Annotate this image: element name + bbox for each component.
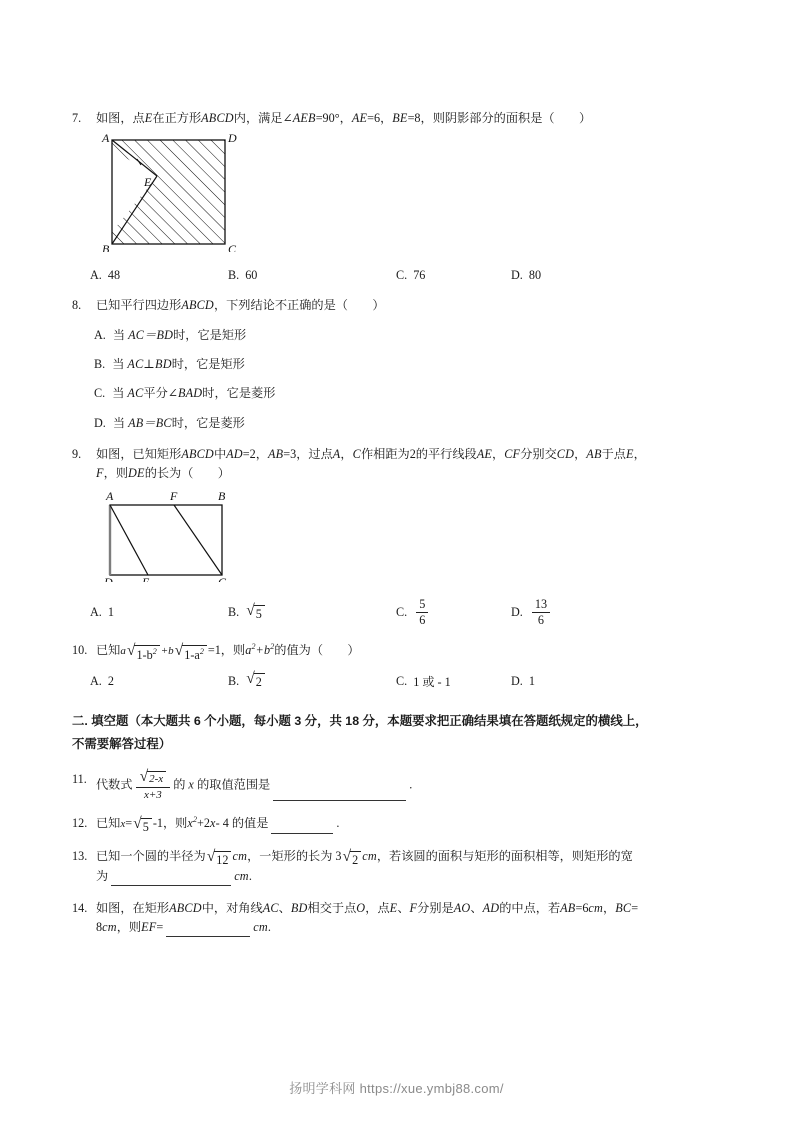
q14-t4: 相交于点	[307, 900, 357, 915]
label-b: B	[218, 488, 226, 503]
q14-t5: ，点	[365, 900, 390, 915]
q10-expr-b: +b	[255, 642, 271, 657]
q14-t2: 中，对角线	[201, 900, 263, 915]
q14-v-bc: BC	[615, 900, 632, 915]
q10-mid: +b	[160, 644, 174, 657]
question-14-stem	[96, 899, 722, 937]
q7-text-2: 在正方形	[152, 111, 202, 125]
q8-text-1: 已知平行四边形	[96, 297, 182, 312]
q8-text-2: ，下列结论不正确的是（ ）	[213, 297, 385, 312]
question-11-number: 11.	[72, 771, 87, 786]
q12-t3: +2	[197, 815, 210, 830]
q9-t1: 如图，已知矩形	[96, 447, 182, 461]
q7-text-1: 如图，点	[96, 111, 145, 125]
label-e: E	[144, 174, 152, 189]
question-9	[72, 445, 722, 483]
q14-t10: =6	[575, 900, 589, 915]
q14-unit-2: cm	[102, 919, 117, 934]
q14-period: .	[267, 919, 271, 934]
sqrt-1-minus-a2: √ $1-a^2$	[175, 645, 207, 662]
square-abcd-shaded-diagram	[88, 132, 288, 252]
q14-t13: 8	[96, 919, 103, 934]
question-7-options	[72, 268, 722, 283]
label-c: C	[218, 574, 227, 582]
q7-text-3: 内，满足∠	[233, 111, 293, 125]
question-13	[72, 847, 722, 886]
q14-v-abcd: ABCD	[169, 900, 202, 915]
sqrt-1-minus-b2: √ $1-b^2$	[127, 645, 160, 662]
q7-text-5: =6，	[367, 111, 393, 125]
q8-option-a[interactable]: A. 当 AC＝BD时，它是矩形	[94, 327, 247, 342]
q10-eq: =1，则	[207, 642, 246, 657]
q7-option-b[interactable]: B. 60	[228, 267, 258, 282]
q14-t8: 、	[470, 900, 483, 915]
label-f: F	[170, 488, 178, 503]
question-7-figure	[72, 132, 722, 257]
q13-t3: ，若该圆的面积与矩形的面积相等，则矩形的宽	[376, 848, 633, 863]
q8-option-c[interactable]: C. 当 AC平分∠BAD时，它是菱形	[94, 386, 276, 401]
section-2-line-1: 二. 填空题（本大题共 6 个小题，每小题 3 分，共 18 分，本题要求把正确结果填在答题纸规定的横线上，	[72, 713, 648, 728]
section-2-line-2: 不需要解答过程）	[72, 737, 172, 752]
question-8	[72, 296, 722, 315]
q9-t2: 中	[213, 447, 227, 461]
q9-t6: 作相距为2的平行线段	[360, 447, 477, 461]
q8-option-b[interactable]: B. 当 AC⊥BD时，它是矩形	[94, 357, 245, 372]
q14-t9: 的中点，若	[499, 900, 561, 915]
q13-period: .	[248, 868, 252, 883]
q9-v-cd: CD	[556, 447, 575, 461]
q14-t11: ，	[603, 900, 616, 915]
sqrt-12: √ 12	[207, 851, 232, 867]
q9-t3: =2，	[242, 447, 268, 461]
q14-t1: 如图，在矩形	[96, 900, 170, 915]
shaded-region	[112, 140, 225, 244]
q13-unit-2: cm	[362, 848, 377, 863]
q8-var-abcd: ABCD	[181, 297, 214, 312]
q14-unit-1: cm	[588, 900, 604, 915]
question-7-number: 7.	[72, 111, 82, 125]
question-10-stem: 已知a √ $1-b^2$ +b √ $1-a^2$ =1，则$a^2+b^2$的值为（ ）	[96, 641, 360, 662]
q9-option-a[interactable]: A. 1	[90, 605, 114, 620]
q14-v-o: O	[356, 900, 366, 915]
label-a: A	[102, 131, 110, 145]
q9-v-c: C	[352, 447, 361, 461]
watermark: 扬明学科网 https://xue.ymbj88.com/	[289, 1081, 504, 1096]
question-14	[72, 899, 722, 937]
q9-option-b[interactable]: B. √ 5	[228, 598, 396, 628]
question-10	[72, 641, 722, 662]
question-13-number: 13.	[72, 848, 88, 863]
question-14-number: 14.	[72, 900, 88, 915]
q7-text-4: =90°，	[315, 111, 352, 125]
question-10-options	[72, 670, 722, 690]
segment-ae	[110, 505, 148, 575]
q14-v-bd: BD	[290, 900, 308, 915]
q9-v-de: DE	[128, 465, 145, 480]
q9-t10: 于点	[601, 447, 626, 461]
q14-v-ac: AC	[262, 900, 279, 915]
q11-answer-blank[interactable]	[273, 788, 406, 801]
q10-coef-a: a	[120, 644, 126, 657]
q12-var-x3: x	[209, 815, 216, 830]
q11-t2: 的	[173, 777, 186, 792]
question-12	[72, 814, 722, 834]
q9-v-abcd: ABCD	[181, 447, 214, 461]
sqrt-2: √ 2	[246, 673, 265, 689]
q10-expr-a: a	[245, 642, 252, 657]
q7-var-aeb: AEB	[292, 111, 316, 125]
question-9-number: 9.	[72, 447, 82, 461]
q13-t4: 为	[96, 868, 109, 883]
q12-t1: 已知	[96, 815, 121, 830]
label-d: D	[228, 131, 237, 145]
q12-var-x: x	[120, 817, 126, 830]
q14-t14: ，则	[116, 919, 142, 934]
q11-t1: 代数式	[96, 777, 133, 792]
q10-option-b[interactable]: B. √ 2	[228, 673, 396, 690]
q14-v-f: F	[409, 900, 418, 915]
q14-answer-blank[interactable]	[166, 924, 250, 937]
q14-t7: 分别是	[417, 900, 454, 915]
q12-t4: - 4 的值是	[215, 815, 269, 830]
fraction-5-6: $\frac{5}{6}$	[416, 598, 428, 628]
segment-fc	[174, 505, 222, 575]
q9-v-ad: AD	[226, 447, 243, 461]
q9-t13: 的长为（ ）	[144, 465, 230, 480]
q14-unit-3: cm	[253, 919, 268, 934]
q9-v-f: F	[96, 465, 104, 480]
question-10-number: 10.	[72, 642, 88, 657]
label-b: B	[102, 241, 110, 252]
sqrt-5: √ 5	[133, 818, 152, 834]
q14-t12: =	[631, 900, 639, 915]
q10-option-d[interactable]: D. 1	[511, 673, 535, 688]
q7-var-abcd: ABCD	[201, 111, 234, 125]
q13-unit-1: cm	[232, 848, 248, 863]
question-12-number: 12.	[72, 815, 88, 830]
q8-option-d[interactable]: D. 当 AB＝BC时，它是菱形	[94, 415, 245, 430]
q12-answer-blank[interactable]	[271, 821, 333, 834]
q10-option-a[interactable]: A. 2	[90, 673, 114, 688]
q9-t4: =3，过点	[283, 447, 333, 461]
q12-eq: =	[125, 815, 133, 830]
q10-t2: 的值为（ ）	[274, 642, 360, 657]
sqrt-2-minus-x: √ 2-x	[140, 771, 167, 786]
q14-v-ad: AD	[482, 900, 500, 915]
q13-t1: 已知一个圆的半径为	[96, 848, 206, 863]
rectangle-outline	[110, 505, 222, 575]
q13-answer-blank[interactable]	[111, 873, 231, 886]
q7-option-d[interactable]: D. 80	[511, 267, 542, 282]
question-13-stem	[96, 847, 722, 886]
q9-t8: 分别交	[520, 447, 557, 461]
q9-t12: ，则	[103, 465, 129, 480]
q9-t5: ，	[340, 447, 353, 461]
page-content	[72, 96, 722, 937]
q10-option-c[interactable]: C. 1 或 - 1	[396, 673, 451, 689]
q7-var-e: E	[144, 111, 153, 125]
q12-var-x2: x	[187, 815, 193, 830]
q11-var-x: x	[188, 777, 195, 792]
section-2-heading	[72, 710, 722, 757]
label-d: D	[104, 574, 113, 582]
q12-period: .	[336, 815, 340, 830]
q14-v-ef: EF	[141, 919, 157, 934]
q9-t7: ，	[492, 447, 505, 461]
q14-t3: 、	[278, 900, 291, 915]
q11-t3: 的取值范围是	[197, 777, 271, 792]
q9-option-d[interactable]: D. $\frac{13}{6}$	[511, 598, 553, 628]
q10-t1: 已知	[96, 642, 121, 657]
q14-t15: =	[156, 919, 164, 934]
q7-option-c[interactable]: C. 76	[396, 267, 426, 282]
fraction-sqrt2x-over-x3: √ 2-x x+3	[136, 770, 171, 801]
q9-v-cf: CF	[504, 447, 521, 461]
question-9-stem	[96, 445, 722, 483]
q14-v-ao: AO	[453, 900, 471, 915]
q7-text-6: =8，则阴影部分的面积是（ ）	[407, 111, 592, 125]
q14-v-e: E	[389, 900, 398, 915]
q9-v-ab2: AB	[586, 447, 602, 461]
label-e: E	[142, 574, 150, 582]
question-7	[72, 109, 722, 128]
sqrt-2: √ 2	[343, 851, 362, 867]
q9-t9: ，	[574, 447, 587, 461]
question-11-stem	[96, 767, 722, 801]
question-11	[72, 767, 722, 801]
q13-unit-3: cm	[234, 868, 249, 883]
q7-var-ae: AE	[351, 111, 368, 125]
rectangle-abcd-ae-cf-diagram	[88, 487, 288, 582]
question-7-stem	[96, 109, 722, 128]
fraction-13-6: $\frac{13}{6}$	[532, 598, 550, 628]
q14-v-ab: AB	[560, 900, 576, 915]
q9-v-a: A	[332, 447, 341, 461]
question-9-options	[72, 598, 722, 628]
q9-v-ae: AE	[476, 447, 493, 461]
question-8-number: 8.	[72, 297, 82, 312]
q7-option-a[interactable]: A. 48	[90, 267, 121, 282]
q12-t2: -1，则	[152, 815, 188, 830]
question-9-figure	[72, 487, 722, 587]
q14-t6: 、	[397, 900, 410, 915]
q9-option-c[interactable]: C. $\frac{5}{6}$	[396, 598, 511, 628]
q13-t2: ，一矩形的长为 3	[247, 848, 342, 863]
label-c: C	[228, 241, 237, 252]
q9-v-ab: AB	[267, 447, 284, 461]
question-12-stem: 已知x= √ 5 -1，则$x^2+2x-$ 4 的值是 .	[96, 814, 340, 834]
label-a: A	[106, 488, 114, 503]
q9-t11: ，	[633, 447, 646, 461]
q11-period: .	[409, 777, 413, 792]
sqrt-5: √ 5	[246, 605, 265, 621]
q7-var-be: BE	[392, 111, 408, 125]
q9-v-e: E	[625, 447, 634, 461]
question-8-stem	[96, 296, 722, 315]
